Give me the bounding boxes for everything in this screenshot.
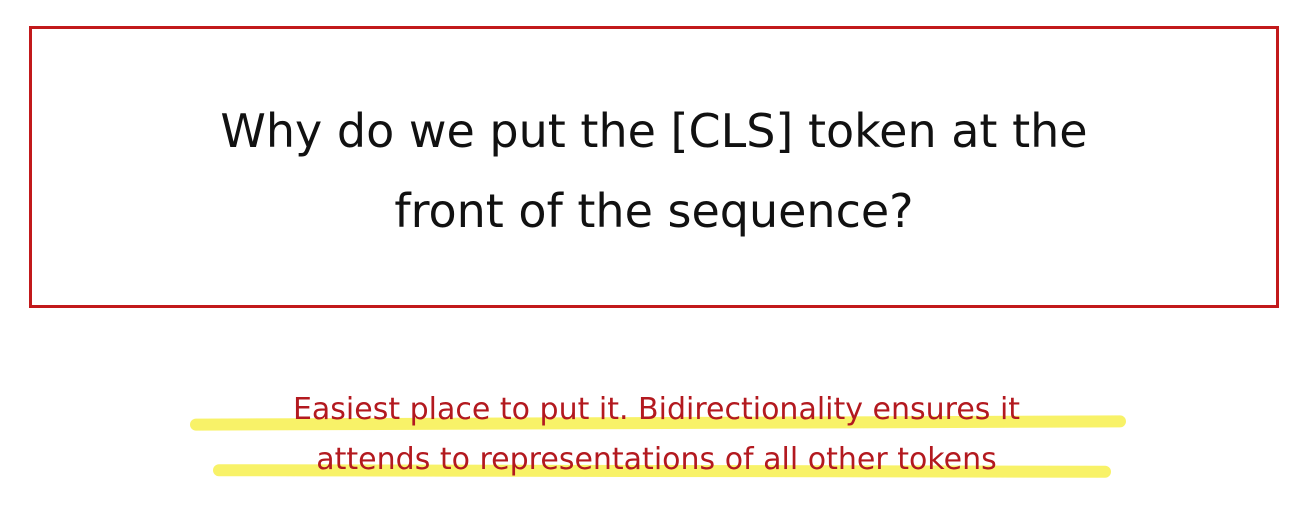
question-text xyxy=(220,83,1087,251)
answer-line-1: Easiest place to put it. Bidirectionality ensures it xyxy=(292,392,1021,427)
answer-line-1-container xyxy=(0,385,1313,435)
question-line-1: Why do we put the [CLS] token at the xyxy=(220,104,1088,158)
question-box xyxy=(29,26,1279,308)
answer-line-2: attends to representations of all other tokens xyxy=(316,442,997,477)
question-line-2: front of the sequence? xyxy=(394,184,914,238)
answer-text xyxy=(0,385,1313,485)
answer-line-2-container xyxy=(0,435,1313,485)
